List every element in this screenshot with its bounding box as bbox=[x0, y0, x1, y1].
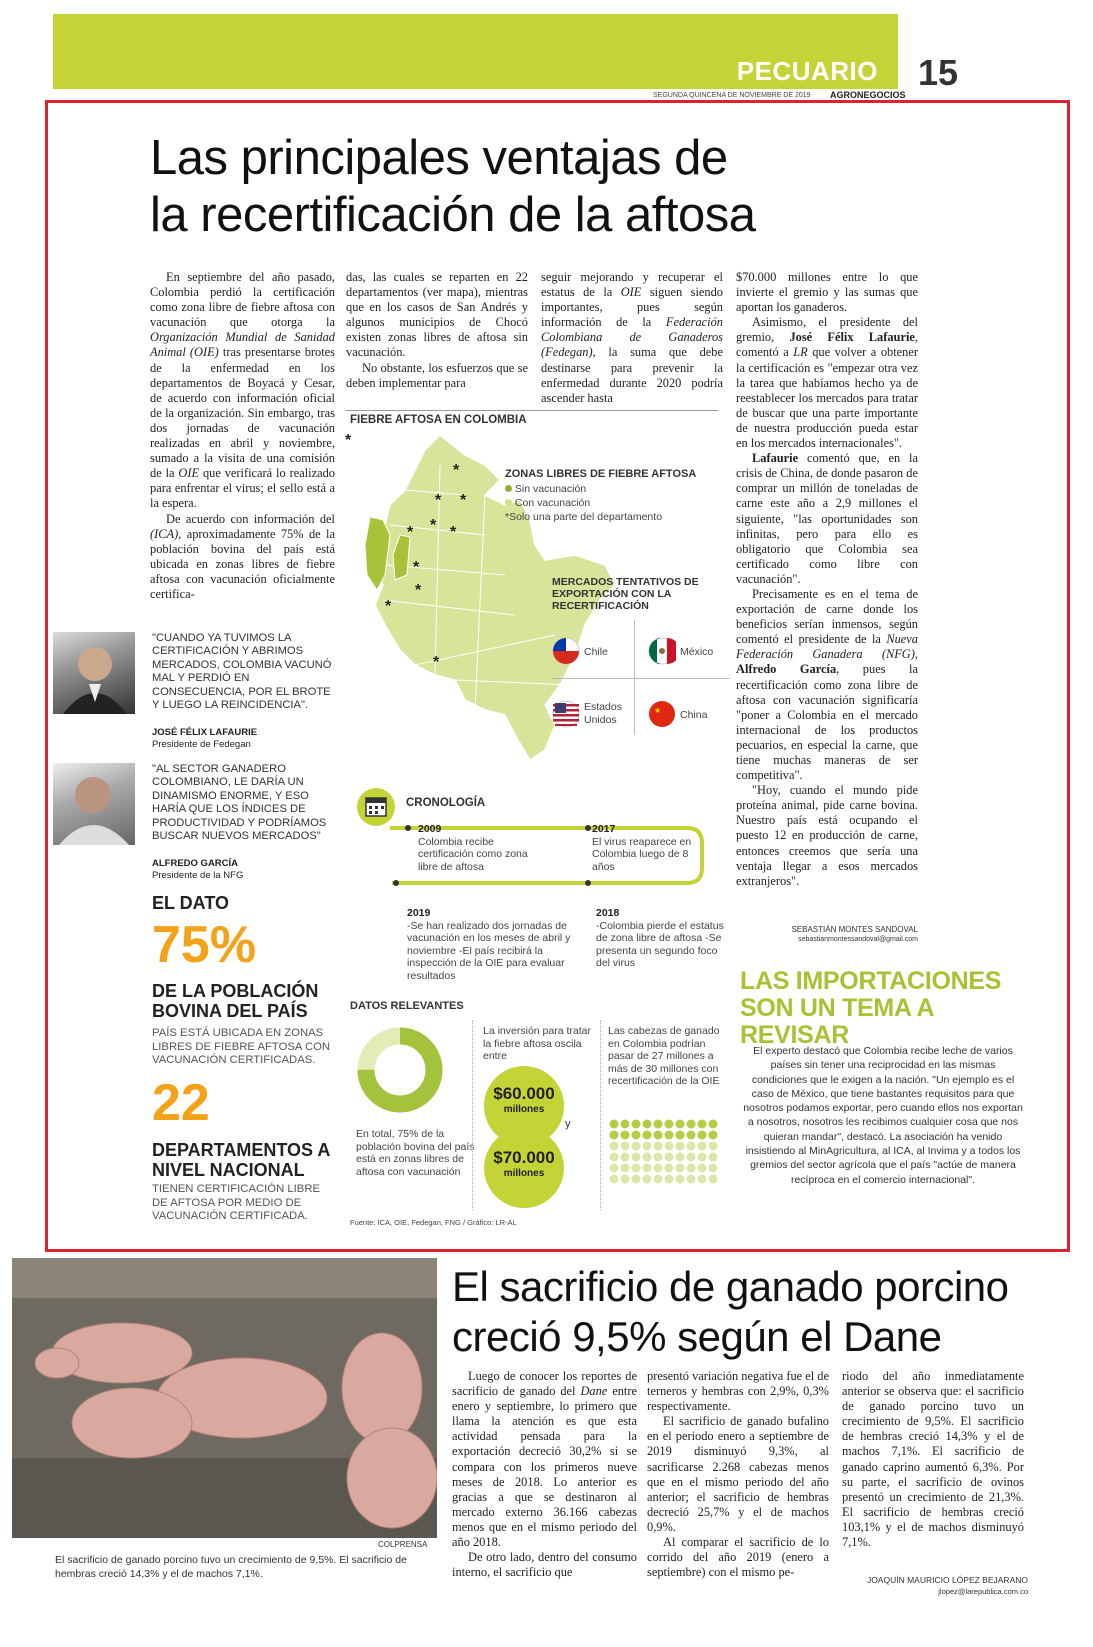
cattle-dot bbox=[632, 1142, 641, 1151]
dato-label-2: DEPARTAMENTOS A NIVEL NACIONAL bbox=[152, 1140, 330, 1180]
donut-chart bbox=[355, 1025, 445, 1115]
article-title bbox=[150, 130, 756, 244]
article-byline bbox=[780, 925, 918, 945]
dato-label-1: DE LA POBLACIÓN BOVINA DEL PAÍS bbox=[152, 981, 319, 1021]
data-title: DATOS RELEVANTES bbox=[350, 1000, 464, 1012]
article2-column-1: Luego de conocer los reportes de sacrificio de ganado del Dane entre enero y septiembre, lo primero que llama la atención es que esta actividad pensada para la exportación decreció 30,2% si se compara con los primeros nueve meses de 2018. Lo anterior es gracias a que se destinaron al mercado externo 36.166 cabezas menos que en el mismo periodo del año 2018. De otro lado, dentro del consumo interno, el sacrificio que bbox=[452, 1369, 637, 1580]
flag-china-icon bbox=[648, 700, 676, 728]
quote-2-name: ALFREDO GARCÍA bbox=[152, 858, 239, 869]
cattle-dot bbox=[687, 1131, 696, 1140]
cattle-dot-grid bbox=[608, 1118, 723, 1198]
quote-2-text: "AL SECTOR GANADERO COLOMBIANO, LE DARÍA UN DINAMISMO ENORME, Y ESO HARÍA QUE LOS ÍNDICES DE PRODUCTIVIDAD Y PODRÍAMOS BUSCAR NUEVOS MERCADOS" bbox=[152, 763, 327, 843]
byline-name: SEBASTIÁN MONTES SANDOVAL bbox=[791, 925, 918, 934]
cattle-dot bbox=[665, 1142, 674, 1151]
cattle-dot bbox=[654, 1153, 663, 1162]
section-title: PECUARIO bbox=[736, 56, 878, 86]
quote-1-name: JOSÉ FÉLIX LAFAURIE bbox=[152, 727, 258, 738]
cattle-dot bbox=[676, 1120, 685, 1129]
cattle-dot bbox=[676, 1142, 685, 1151]
cattle-dot bbox=[654, 1164, 663, 1173]
cattle-dot bbox=[632, 1164, 641, 1173]
data-divider-2 bbox=[600, 1020, 601, 1210]
svg-text:*: * bbox=[460, 492, 467, 509]
cattle-dot bbox=[687, 1142, 696, 1151]
cattle-dot bbox=[621, 1164, 630, 1173]
amount-1: $60.000 bbox=[493, 1084, 555, 1103]
cattle-dot bbox=[687, 1164, 696, 1173]
cattle-dot bbox=[610, 1142, 619, 1151]
legend-item-sin-vacunacion bbox=[505, 483, 586, 496]
cattle-dot bbox=[610, 1153, 619, 1162]
market-china: China bbox=[680, 709, 708, 721]
cattle-dot bbox=[698, 1120, 707, 1129]
svg-text:*: * bbox=[415, 582, 422, 599]
cattle-dot bbox=[621, 1175, 630, 1184]
cattle-dot bbox=[643, 1131, 652, 1140]
timeline-item-2009 bbox=[418, 823, 528, 873]
article-column-4: $70.000 millones entre lo que invierte el gremio y las sumas que aportan los ganaderos. Asimismo, el presidente del gremio, José Félix Lafaurie, comentó a LR que volver a obtener la certificación es "empezar otra vez la tarea que habíamos hecho ya de reestablecer los mercados para tratar de buscar que una parte importante de nuestra producción pueda estar en los mercados internacionales". Lafaurie comentó que, en la crisis de China, de donde pasaron de comprar un millón de toneladas de carne este año a 2,9 millones el siguiente, "las oportunidades son infinitas, pero para ello es obligatorio que Colombia sea certificado como libre con vacunación". Precisamente es en el tema de exportación de carne donde los beneficios serían inmensos, según comentó el presidente de la Nueva Federación Ganadera (NFG), Alfredo García, pues la recertificación como zona libre de aftosa con vacunación significaría "poner a Colombia en el mercado internacional de los productos pecuarios, en especial la carne, que tiene muchas maneras de ser competitiva". "Hoy, cuando el mundo pide proteína animal, pide carne bovina. Nuestro país está ocupando el puesto 12 en producción de carne, entonces creemos que sería una ventaja llegar a esos mercados extranjeros". bbox=[736, 270, 918, 888]
svg-text:*: * bbox=[345, 432, 352, 449]
cattle-dot bbox=[698, 1153, 707, 1162]
dato-number-22: 22 bbox=[152, 1074, 210, 1132]
donut-caption: En total, 75% de la población bovina del país está en zonas libres de aftosa con vacunación bbox=[356, 1128, 475, 1178]
cattle-caption: Las cabezas de ganado en Colombia podrían pasar de 27 millones a más de 30 millones con recertificación de la OIE bbox=[608, 1025, 720, 1087]
cattle-dot bbox=[687, 1175, 696, 1184]
cattle-dot bbox=[665, 1153, 674, 1162]
cattle-dot bbox=[709, 1142, 718, 1151]
amount-join: y bbox=[565, 1118, 571, 1130]
cattle-dot bbox=[643, 1175, 652, 1184]
legend-dot-light bbox=[505, 499, 512, 506]
markets-divider-h bbox=[552, 678, 730, 679]
market-mexico: México bbox=[680, 646, 714, 658]
svg-text:*: * bbox=[430, 517, 437, 534]
cattle-dot bbox=[698, 1175, 707, 1184]
byline-name: JOAQUÍN MAURICIO LÓPEZ BEJARANO bbox=[866, 1575, 1028, 1585]
svg-text:*: * bbox=[450, 524, 457, 541]
market-usa: Estados Unidos bbox=[584, 701, 622, 726]
byline-email: jlopez@larepublica.com.co bbox=[938, 1587, 1028, 1596]
quote-1-text: "CUANDO YA TUVIMOS LA CERTIFICACIÓN Y ABRIMOS MERCADOS, COLOMBIA VACUNÓ MAL Y PERDIÓ EN CONSECUENCIA, POR EL BROTE Y LUEGO LA REINCIDENCIA". bbox=[152, 632, 332, 712]
timeline-item-2017 bbox=[592, 823, 702, 873]
timeline-text: -Colombia pierde el estatus de zona libre de aftosa -Se presenta un segundo foco del virus bbox=[596, 919, 724, 969]
cattle-dot bbox=[643, 1153, 652, 1162]
timeline-year: 2019 bbox=[407, 907, 431, 919]
article-title-line1: Las principales ventajas de bbox=[150, 131, 728, 185]
article2-column-3: riodo del año inmediatamente anterior se observa que: el sacrificio de ganado porcino tuvo un crecimiento de 9,5%. El sacrificio de hembras creció 14,3% y el de machos 7,1%. El sacrificio de ganado caprino aumentó 6,3%. Por su parte, el sacrificio de ovinos presentó un crecimiento de 21,3%. El sacrificio de hembras creció 103,1% y el de machos disminuyó 7,1%. bbox=[842, 1369, 1024, 1550]
svg-text:*: * bbox=[385, 598, 392, 615]
sidebar-title: LAS IMPORTACIONES SON UN TEMA A REVISAR bbox=[740, 967, 1002, 1049]
article2-byline bbox=[840, 1575, 1028, 1597]
data-divider-1 bbox=[472, 1020, 473, 1210]
legend-item-con-vacunacion bbox=[505, 497, 590, 510]
cattle-dot bbox=[632, 1131, 641, 1140]
person-silhouette-icon bbox=[53, 763, 135, 845]
legend-label: Con vacunación bbox=[514, 497, 591, 509]
article-column-1: En septiembre del año pasado, Colombia perdió la certificación como zona libre de fiebre aftosa con vacunación que otorga la Organización Mundial de Sanidad Animal (OIE) tras presentarse brotes de la enfermedad en los departamentos de Boyacá y Cesar, de acuerdo con información oficial de la organización. Sin embargo, tras dos jornadas de vacunación realizadas en abril y noviembre, sumado a la visita de una comisión de la OIE que verificará lo realizado para enfrentar el virus; el sello está a la espera. De acuerdo con información del (ICA), aproximadamente 75% de la población bovina del país está ubicada en zonas libres de fiebre aftosa con vacunación oficialmente certifica- bbox=[150, 270, 335, 601]
timeline-text: -Se han realizado dos jornadas de vacunación en los meses de abril y noviembre -El país recibirá la inspección de la OIE para evaluar resultados bbox=[407, 919, 571, 982]
svg-text:*: * bbox=[433, 654, 440, 671]
cattle-dot bbox=[632, 1175, 641, 1184]
cattle-dot bbox=[665, 1175, 674, 1184]
person-silhouette-icon bbox=[53, 632, 135, 714]
flag-mexico-icon bbox=[648, 637, 676, 665]
quote-2-role: Presidente de la NFG bbox=[152, 870, 244, 881]
cattle-dot bbox=[665, 1164, 674, 1173]
byline-email: sebastianmontessandoval@gmail.com bbox=[798, 936, 918, 943]
cattle-dot bbox=[709, 1153, 718, 1162]
dateline: SEGUNDA QUINCENA DE NOVIEMBRE DE 2019 bbox=[653, 92, 811, 99]
cattle-dot bbox=[632, 1120, 641, 1129]
article-title-line2: la recertificación de la aftosa bbox=[150, 188, 756, 242]
article-column-2: das, las cuales se reparten en 22 departamentos (ver mapa), mientras que en los casos de San Andrés y algunos municipios de Chocó existen zonas libres de aftosa sin vacunación. No obstante, los esfuerzos que se deben implementar para bbox=[346, 270, 528, 390]
amount-2-circle bbox=[484, 1128, 564, 1208]
timeline-text: Colombia recibe certificación como zona libre de aftosa bbox=[418, 835, 528, 873]
cattle-dot bbox=[676, 1164, 685, 1173]
cattle-dot bbox=[698, 1164, 707, 1173]
dato-number-75: 75% bbox=[152, 916, 257, 974]
cattle-dot bbox=[676, 1175, 685, 1184]
pigs-photo bbox=[12, 1258, 437, 1538]
sidebar-text: El experto destacó que Colombia recibe leche de varios países sin tener una reciprocidad en las mismas condiciones que le exigen a la nación. "Un ejemplo es el caso de México, que tiene bastantes requisitos para que nosotros podamos exportar, pero cuando ellos nos exportan a nosotros, nosotros les recibimos cualquier cosa que nos quieran mandar", destacó. La asociación ha venido insistiendo al MinAgricultura, al ICA, al Invima y a todos los gremios del sector agrícola que el país "actúe de manera recíproca en el comercio internacional". bbox=[743, 1045, 1023, 1186]
cattle-dot bbox=[610, 1164, 619, 1173]
cattle-dot bbox=[698, 1142, 707, 1151]
cattle-dot bbox=[643, 1120, 652, 1129]
cattle-dot bbox=[621, 1153, 630, 1162]
legend-dot-dark bbox=[505, 485, 512, 492]
cattle-dot bbox=[654, 1131, 663, 1140]
infographic-source: Fuente: ICA, OIE, Fedegan, FNG / Gráfico: LR-AL bbox=[350, 1218, 517, 1227]
cattle-dot bbox=[665, 1120, 674, 1129]
cattle-dot bbox=[654, 1120, 663, 1129]
amount-2: $70.000 bbox=[493, 1148, 555, 1167]
map-title: FIEBRE AFTOSA EN COLOMBIA bbox=[350, 414, 527, 426]
cattle-dot bbox=[709, 1120, 718, 1129]
page-number: 15 bbox=[918, 52, 959, 93]
svg-text:*: * bbox=[407, 524, 414, 541]
article2-column-2: presentó variación negativa fue el de terneros y hembras con 2,9%, 0,3% respectivamente. El sacrificio de ganado bufalino en el periodo enero a septiembre de 2019 disminuyó 9,3%, al sacrificarse 2.268 cabezas menos que en el mismo periodo del año anterior; el sacrificio de hembras decreció 25,7% y el de machos 0,9%. Al comparar el sacrificio de lo corrido del año 2019 (enero a septiembre) con el mismo pe- bbox=[647, 1369, 829, 1580]
cattle-dot bbox=[621, 1142, 630, 1151]
timeline-text: El virus reaparece en Colombia luego de 8 años bbox=[592, 835, 692, 873]
article-column-3: seguir mejorando y recuperar el estatus de la OIE siguen siendo importantes, pues según información de la Federación Colombiana de Ganaderos (Fedegan), la suma que debe destinarse para prevenir la enfermedad durante 2020 podría ascender hasta bbox=[541, 270, 723, 405]
cattle-dot bbox=[709, 1164, 718, 1173]
photo-caption: El sacrificio de ganado porcino tuvo un crecimiento de 9,5%. El sacrificio de hembras creció 14,3% y el de machos 7,1%. bbox=[55, 1554, 407, 1580]
cattle-dot bbox=[621, 1131, 630, 1140]
divider bbox=[346, 410, 718, 411]
flag-usa-icon bbox=[552, 700, 580, 728]
cattle-dot bbox=[687, 1153, 696, 1162]
article2-title-line1: El sacrificio de ganado porcino bbox=[452, 1263, 1009, 1310]
cattle-dot bbox=[610, 1175, 619, 1184]
article2-title-line2: creció 9,5% según el Dane bbox=[452, 1313, 942, 1360]
cattle-dot bbox=[654, 1175, 663, 1184]
cattle-dot bbox=[687, 1120, 696, 1129]
cattle-dot bbox=[610, 1131, 619, 1140]
investment-caption: La inversión para tratar la fiebre aftosa oscila entre bbox=[483, 1025, 591, 1062]
cattle-dot bbox=[698, 1131, 707, 1140]
markets-title: MERCADOS TENTATIVOS DE EXPORTACIÓN CON LA RECERTIFICACIÓN bbox=[552, 576, 699, 612]
cattle-dot bbox=[654, 1142, 663, 1151]
cattle-dot bbox=[643, 1142, 652, 1151]
timeline-year: 2017 bbox=[592, 823, 616, 835]
amount-1-unit: millones bbox=[503, 1104, 545, 1115]
cattle-dot bbox=[676, 1153, 685, 1162]
dato-heading: EL DATO bbox=[152, 893, 230, 913]
calendar-icon bbox=[356, 787, 396, 827]
portrait-lafaurie bbox=[53, 632, 135, 714]
timeline-year: 2018 bbox=[596, 907, 620, 919]
cattle-dot bbox=[621, 1120, 630, 1129]
cattle-dot bbox=[709, 1175, 718, 1184]
quote-1-role: Presidente de Fedegan bbox=[152, 739, 251, 750]
dato-sub-1: PAÍS ESTÁ UBICADA EN ZONAS LIBRES DE FIEBRE AFTOSA CON VACUNACIÓN CERTIFICADAS. bbox=[152, 1027, 331, 1066]
cattle-dot bbox=[610, 1120, 619, 1129]
article2-title bbox=[452, 1262, 1009, 1362]
svg-text:★: ★ bbox=[654, 706, 662, 715]
cattle-dot bbox=[643, 1164, 652, 1173]
dato-sub-2: TIENEN CERTIFICACIÓN LIBRE DE AFTOSA POR MEDIO DE VACUNACIÓN CERTIFICADA. bbox=[152, 1183, 321, 1222]
photo-credit: COLPRENSA bbox=[378, 1540, 428, 1549]
market-chile: Chile bbox=[584, 646, 608, 658]
cattle-dot bbox=[676, 1131, 685, 1140]
amount-2-unit: millones bbox=[503, 1168, 545, 1179]
flag-chile-icon bbox=[552, 637, 580, 665]
timeline-year: 2009 bbox=[418, 823, 442, 835]
chronology-title: CRONOLOGÍA bbox=[406, 797, 486, 809]
legend-item-partial: *Solo una parte del departamento bbox=[505, 511, 663, 523]
timeline-item-2019 bbox=[407, 907, 577, 982]
brand-logo: AGRONEGOCIOS bbox=[830, 90, 906, 100]
portrait-garcia bbox=[53, 763, 135, 845]
timeline-item-2018 bbox=[596, 907, 726, 970]
cattle-dot bbox=[709, 1131, 718, 1140]
legend-title: ZONAS LIBRES DE FIEBRE AFTOSA bbox=[505, 468, 697, 480]
legend-label: Sin vacunación bbox=[514, 483, 587, 495]
svg-text:*: * bbox=[435, 492, 442, 509]
cattle-dot bbox=[632, 1153, 641, 1162]
svg-text:*: * bbox=[413, 559, 420, 576]
svg-text:*: * bbox=[453, 462, 460, 479]
cattle-dot bbox=[665, 1131, 674, 1140]
